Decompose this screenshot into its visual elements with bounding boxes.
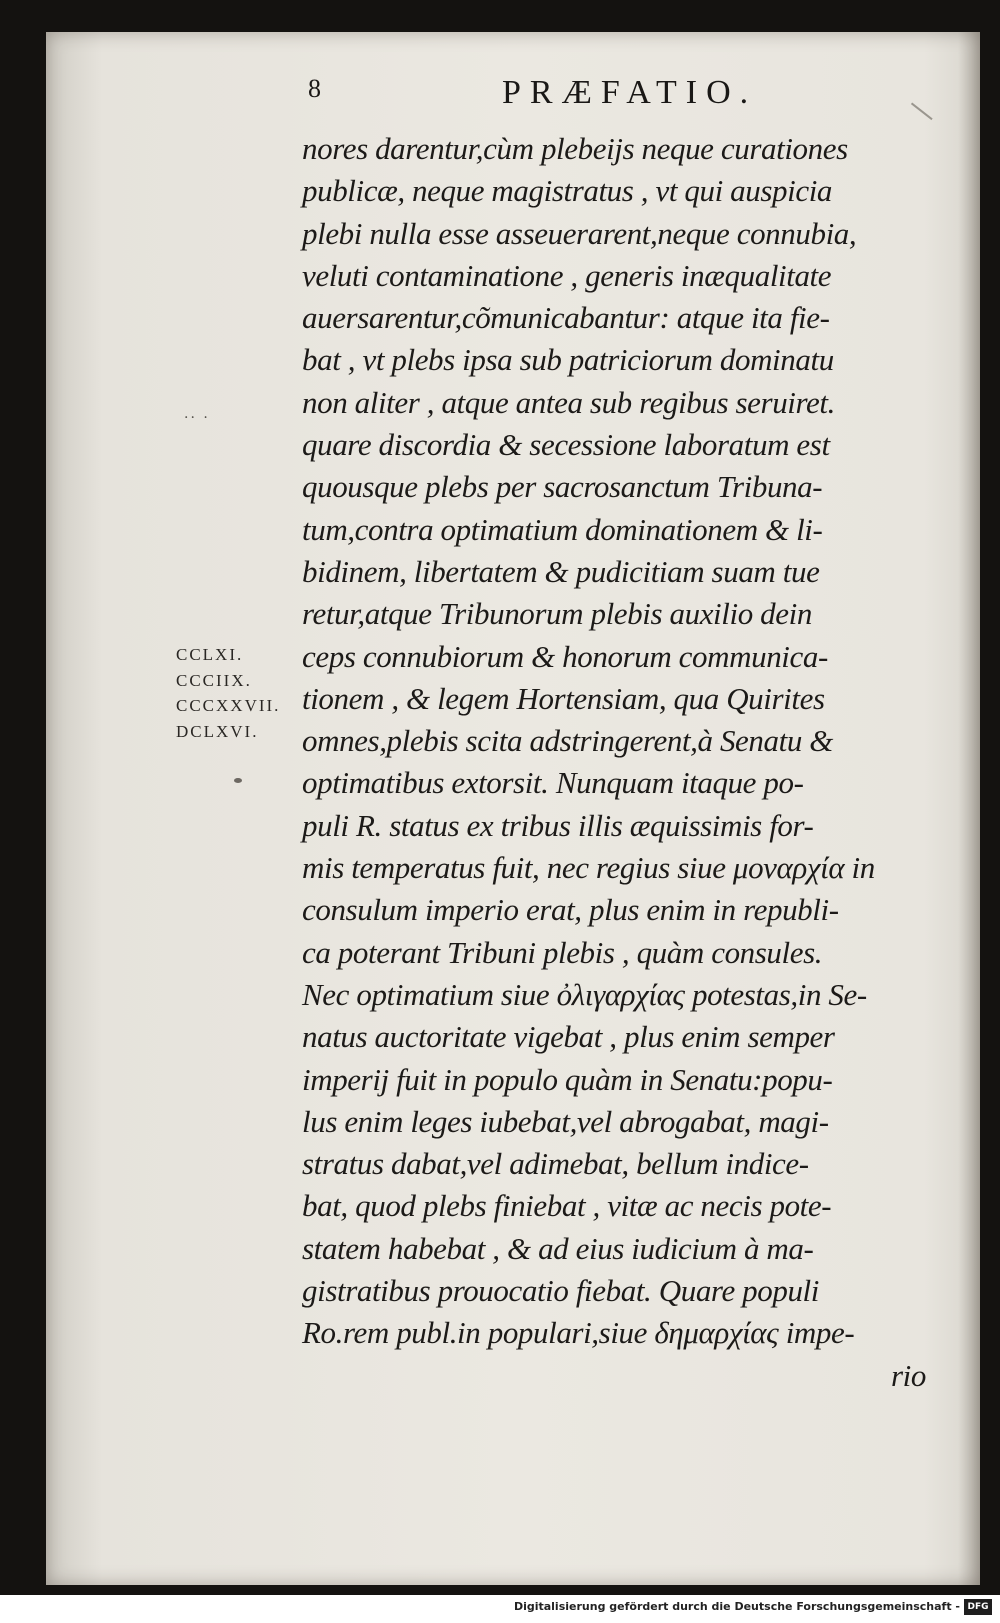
text-line: non aliter , atque antea sub regibus seruiret. [302,384,835,420]
text-line: veluti contaminatione , generis inæqualitate [302,257,832,293]
text-line: mis temperatus fuit, nec regius siue μοναρχία in [302,850,875,886]
text-line: ceps connubiorum & honorum communica- [302,638,828,674]
text-line: plebi nulla esse asseuerarent,neque connubia, [302,215,857,251]
funding-credit: Digitalisierung gefördert durch die Deutsche Forschungsgemeinschaft - [513,1600,960,1613]
text-line: tum,contra optimatium dominationem & li- [302,511,823,547]
page-gutter-shadow [958,32,980,1585]
text-line: tionem , & legem Hortensiam, qua Quirites [302,680,825,716]
body-text [302,128,926,1397]
text-line: auersarentur,cõmunicabantur: atque ita fie- [302,300,830,336]
text-line: imperij fuit in populo quàm in Senatu:popu- [302,1061,833,1097]
text-line: gistratibus prouocatio fiebat. Quare populi [302,1273,819,1309]
book-page [46,32,980,1585]
text-line: bidinem, libertatem & pudicitiam suam tue [302,553,820,589]
page-number: 8 [308,74,321,103]
text-line: bat , vt plebs ipsa sub patriciorum dominatu [302,342,834,378]
margin-note: CCLXI. [176,645,244,664]
text-line: quousque plebs per sacrosanctum Tribuna- [302,469,823,505]
text-line: nores darentur,cùm plebeijs neque curationes [302,131,848,166]
ink-blot [234,778,242,783]
margin-note: CCCIIX. [176,670,252,690]
page-header [46,74,980,124]
stray-ink-marks: ·· · [184,410,210,426]
text-line: quare discordia & secessione laboratum est [302,427,830,463]
text-line: publicæ, neque magistratus , vt qui auspicia [302,173,833,209]
text-line: bat, quod plebs finiebat , vitæ ac necis pote- [302,1188,832,1224]
margin-note: DCLXVI. [176,721,259,741]
text-line: omnes,plebis scita adstringerent,à Senatu & [302,723,833,759]
text-line: lus enim leges iubebat,vel abrogabat, magi- [302,1103,829,1139]
text-line: natus auctoritate vigebat , plus enim semper [302,1019,835,1055]
text-line: consulum imperio erat, plus enim in republi- [302,892,839,928]
catchword: rio [891,1357,926,1393]
text-line: Nec optimatium siue ὀλιγαρχίας potestas,in Se- [302,976,867,1012]
text-line: Ro.rem publ.in populari,siue δημαρχίας impe- [302,1315,855,1351]
margin-notes [176,642,280,744]
text-line: retur,atque Tribunorum plebis auxilio dein [302,596,812,632]
text-line: optimatibus extorsit. Nunquam itaque po- [302,765,804,801]
text-line: puli R. status ex tribus illis æquissimis for- [302,807,814,843]
text-line: stratus dabat,vel adimebat, bellum indice- [302,1146,809,1182]
margin-note: CCCXXVII. [176,696,281,715]
text-line: ca poterant Tribuni plebis , quàm consules. [302,934,823,970]
digitization-footer [0,1595,1000,1623]
running-title: PRÆFATIO. [502,74,758,111]
dfg-logo: DFG [964,1599,992,1615]
text-line: statem habebat , & ad eius iudicium à ma- [302,1230,814,1266]
